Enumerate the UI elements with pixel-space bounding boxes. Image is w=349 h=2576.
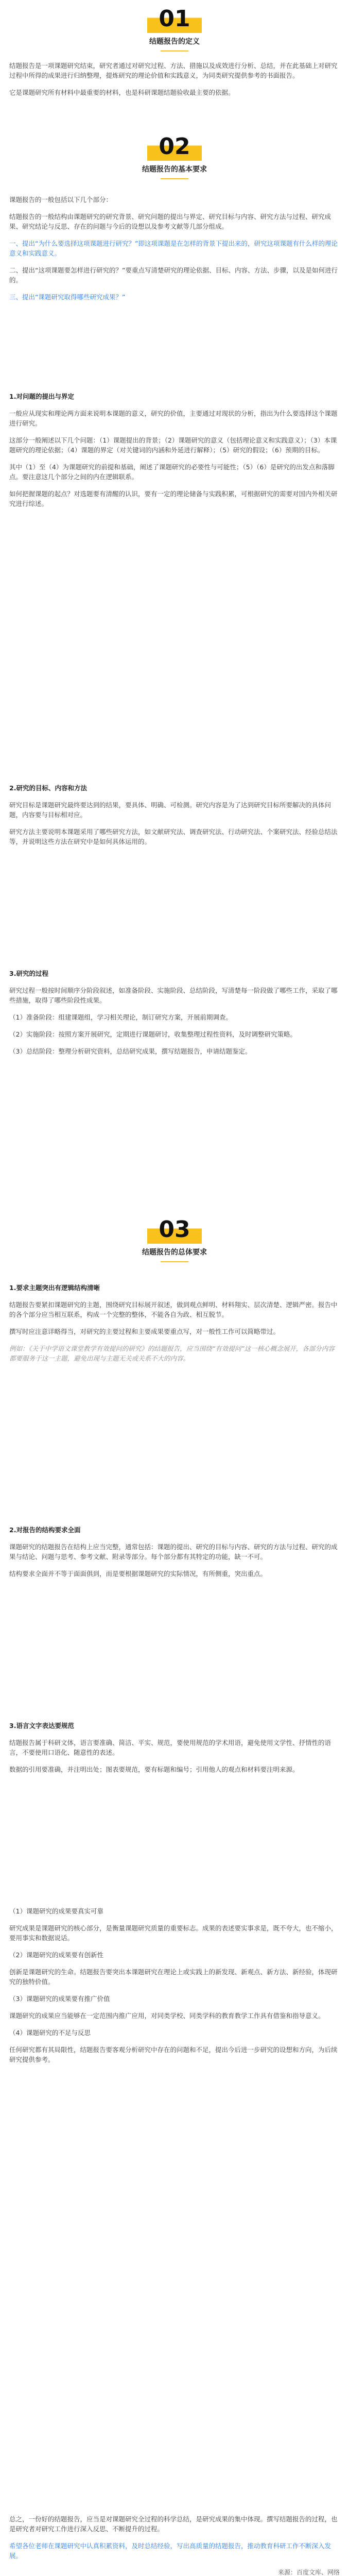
paragraph: 创新是课题研究的生命。结题报告要突出本课题研究在理论上或实践上的新发现、新观点、新方法、新经验，体现研究的独特价值。 [9, 1968, 338, 1986]
section-header-1 [0, 5, 349, 52]
list-heading: （3）课题研究的成果要有推广价值 [9, 1995, 110, 2003]
subsection-heading: 2.研究的目标、内容和方法 [9, 784, 87, 792]
paragraph: 结题报告要紧扣课题研究的主题，围绕研究目标展开叙述，做到观点鲜明、材料翔实、层次清楚、逻辑严密。报告中的各个部分应当相互联系，构成一个完整的整体，不能各自为政、相互脱节。 [9, 1301, 338, 1318]
section-divider [161, 1261, 188, 1262]
section-title: 结题报告的总体要求 [142, 1248, 207, 1257]
paragraph: （2）实施阶段：按照方案开展研究，定期进行课题研讨，收集整理过程性资料，及时调整研究策略。 [9, 1030, 296, 1038]
paragraph: 研究目标是课题研究最终要达到的结果，要具体、明确、可检测。研究内容是为了达到研究目标所要解决的具体问题，内容要与目标相对应。 [9, 801, 331, 819]
paragraph: 结题报告的一般结构由课题研究的研究背景、研究问题的提出与界定、研究目标与内容、研究方法与过程、研究成果、研究结论与反思、存在的问题与今后的设想以及参考文献等几部分组成。 [9, 213, 331, 230]
paragraph: 其中（1）至（4）为课题研究的前提和基础，阐述了课题研究的必要性与可能性；（5）（6）是研究的出发点和落脚点。要注意这几个部分之间的内在逻辑联系。 [9, 463, 335, 481]
section-header-3 [0, 1216, 349, 1262]
paragraph: 希望各位老师在课题研究中认真积累资料，及时总结经验，写出高质量的结题报告，推动教育科研工作不断深入发展。 [9, 2542, 331, 2560]
section-divider [161, 178, 188, 179]
section-title: 结题报告的定义 [149, 38, 200, 46]
s3-subsection-1 [9, 1283, 340, 1370]
subsection-heading: 3.语言文字表达要规范 [9, 1722, 74, 1730]
closing-block [9, 2514, 340, 2576]
source-line: 来源：百度文库、网络 [277, 2569, 340, 2576]
paragraph: 二、提出“这项课题要怎样进行研究的？”要重点写清楚研究的理论依据、目标、内容、方法、步骤，以及是如何进行的。 [9, 266, 338, 284]
paragraph: 总之，一份好的结题报告，应当是对课题研究全过程的科学总结，是研究成果的集中体现。撰写结题报告的过程，也是研究者对研究工作进行深入反思、不断提升的过程。 [9, 2515, 338, 2533]
paragraph: 撰写时应注意详略得当，对研究的主要过程和主要成果要重点写，对一般性工作可以简略带过。 [9, 1328, 280, 1335]
section-title: 结题报告的基本要求 [142, 165, 207, 174]
paragraph: 数据的引用要准确，并注明出处；图表要规范，要有标题和编号；引用他人的观点和材料要注明来源。 [9, 1766, 299, 1773]
paragraph: 一、提出“为什么要选择这项课题进行研究？”即这项课题是在怎样的背景下提出来的，研究这项课题有什么样的理论意义和实践意义。 [9, 240, 338, 257]
s2-subsection-1 [9, 392, 340, 516]
s2-subsection-2 [9, 783, 340, 854]
section-number: 03 [147, 1216, 201, 1244]
section-body-1 [9, 61, 340, 105]
paragraph: 研究成果是课题研究的核心部分，是衡量课题研究质量的重要标志。成果的表述要实事求是，既不夸大，也不缩小，要用事实和数据说话。 [9, 1924, 338, 1942]
list-heading: （4）课题研究的不足与反思 [9, 2029, 91, 2037]
paragraph: （1）准备阶段：组建课题组，学习相关理论，制订研究方案，开展前期调查。 [9, 1013, 232, 1021]
paragraph: 研究过程一般按时间顺序分阶段叙述，如准备阶段、实施阶段、总结阶段，写清楚每一阶段做了哪些工作，采取了哪些措施，取得了哪些阶段性成果。 [9, 987, 338, 1004]
subsection-heading: 2.对报告的结构要求全面 [9, 1526, 81, 1534]
paragraph: 这部分一般阐述以下几个问题：（1）课题提出的背景；（2）课题研究的意义（包括理论意义和实践意义）；（3）本课题研究的理论依据；（4）课题的界定（对关键词的内涵和外延进行解释）；（5）研究的假设；（6）预期的目标。 [9, 436, 337, 454]
paragraph: 课题研究的成果应当能够在一定范围内推广应用，对同类学校、同类学科的教育教学工作具有借鉴和指导意义。 [9, 2012, 325, 2020]
section-number: 02 [147, 133, 201, 161]
section-body-2 [9, 195, 340, 309]
subsection-heading: 1.要求主题突出有逻辑结构清晰 [9, 1284, 100, 1292]
subsection-heading: 1.对问题的提出与界定 [9, 393, 74, 400]
paragraph: （3）总结阶段：整理分析研究资料，总结研究成果，撰写结题报告，申请结题鉴定。 [9, 1047, 252, 1055]
paragraph: 它是课题研究所有材料中最重要的材料，也是科研课题结题验收最主要的依据。 [9, 89, 235, 96]
paragraph: 研究方法主要说明本课题采用了哪些研究方法，如文献研究法、调查研究法、行动研究法、个案研究法、经验总结法等，并说明这些方法在研究中是如何具体运用的。 [9, 828, 338, 845]
paragraph: 结构要求全面并不等于面面俱到，而是要根据课题研究的实际情况，有所侧重，突出重点。 [9, 1570, 267, 1578]
s3-result-list [9, 1906, 340, 2072]
section-number: 01 [147, 5, 201, 33]
s3-subsection-2 [9, 1525, 340, 1586]
quote-paragraph: 例如：《关于中学语文课堂教学有效提问的研究》的结题报告，应当围绕“有效提问”这一核心概念展开，各部分内容都要服务于这一主题，避免出现与主题无关或关系不大的内容。 [9, 1345, 335, 1362]
paragraph: 如何把握课题的起点？对选题要有清醒的认识，要有一定的理论储备与实践积累，可根据研究的需要对国内外相关研究进行综述。 [9, 490, 338, 507]
paragraph: 三、提出“课题研究取得哪些研究成果？” [9, 293, 126, 301]
paragraph: 课题研究的结题报告在结构上应当完整，通常包括：课题的提出、研究的目标与内容、研究的方法与过程、研究的成果与结论、问题与思考、参考文献、附录等部分。每个部分都有其特定的功能，缺一不可。 [9, 1543, 338, 1561]
section-divider [161, 50, 188, 52]
paragraph: 课题报告的一般包括以下几个部分： [9, 196, 113, 204]
paragraph: 一般应从现实和理论两方面来说明本课题的意义，研究的价值，主要通过对现状的分析，指出为什么要选择这个课题进行研究。 [9, 410, 338, 427]
list-heading: （2）课题研究的成果要有创新性 [9, 1951, 103, 1959]
section-header-2 [0, 133, 349, 179]
list-heading: （1）课题研究的成果要真实可靠 [9, 1907, 103, 1915]
subsection-heading: 3.研究的过程 [9, 970, 48, 977]
s2-subsection-3 [9, 969, 340, 1063]
paragraph: 结题报告是一项课题研究结束，研究者通过对研究过程、方法、措施以及成效进行分析、总结，并在此基础上对研究过程中所得的成果进行归纳整理，提炼研究的理论价值和实践意义，为同类研究提供参考的书面报告。 [9, 62, 338, 79]
s3-subsection-3 [9, 1721, 340, 1782]
paragraph: 结题报告属于科研文体，语言要准确、简洁、平实、规范，要使用规范的学术用语，避免使用文学性、抒情性的语言，不要使用口语化、随意性的表述。 [9, 1739, 331, 1756]
paragraph: 任何研究都有其局限性，结题报告要客观分析研究中存在的问题和不足，提出今后进一步研究的设想和方向，为后续研究提供参考。 [9, 2046, 338, 2063]
